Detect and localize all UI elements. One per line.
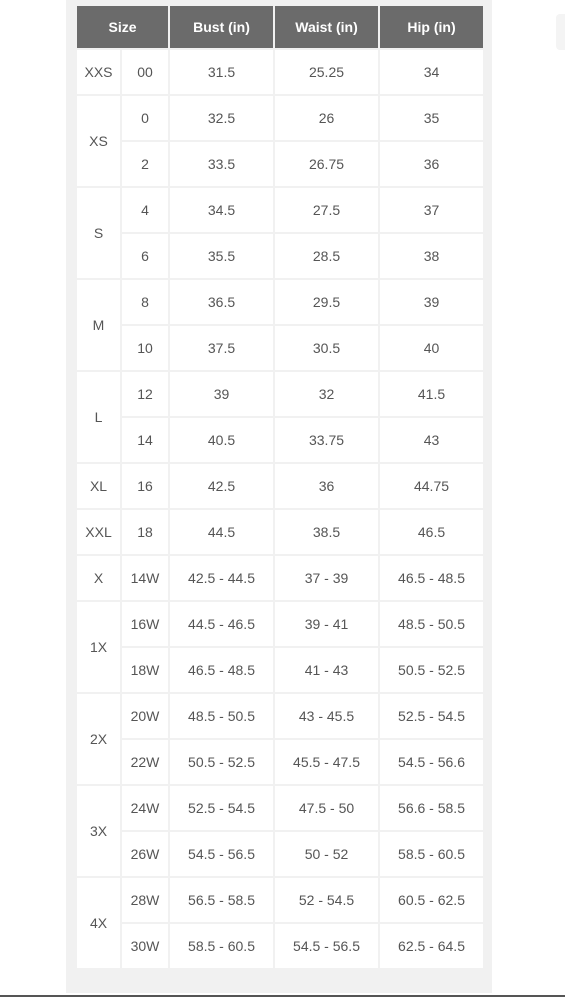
waist-cell: 43 - 45.5 — [275, 694, 378, 738]
hip-cell: 48.5 - 50.5 — [380, 602, 483, 646]
waist-cell: 28.5 — [275, 234, 378, 278]
hip-cell: 41.5 — [380, 372, 483, 416]
bust-cell: 44.5 - 46.5 — [170, 602, 273, 646]
size-number-cell: 18 — [122, 510, 168, 554]
size-number-cell: 22W — [122, 740, 168, 784]
size-label-cell: XS — [77, 96, 120, 186]
size-chart — [75, 4, 483, 970]
waist-cell: 25.25 — [275, 50, 378, 94]
table-row — [77, 372, 483, 416]
table-row — [77, 602, 483, 646]
bust-cell: 52.5 - 54.5 — [170, 786, 273, 830]
hip-cell: 34 — [380, 50, 483, 94]
bust-cell: 32.5 — [170, 96, 273, 140]
size-number-cell: 28W — [122, 878, 168, 922]
table-row — [77, 234, 483, 278]
header-waist: Waist (in) — [275, 6, 378, 48]
waist-cell: 50 - 52 — [275, 832, 378, 876]
hip-cell: 52.5 - 54.5 — [380, 694, 483, 738]
size-label-cell: XL — [77, 464, 120, 508]
hip-cell: 46.5 — [380, 510, 483, 554]
size-number-cell: 24W — [122, 786, 168, 830]
size-number-cell: 30W — [122, 924, 168, 968]
table-row — [77, 648, 483, 692]
size-label-cell: M — [77, 280, 120, 370]
waist-cell: 26 — [275, 96, 378, 140]
table-row — [77, 142, 483, 186]
bust-cell: 34.5 — [170, 188, 273, 232]
table-row — [77, 786, 483, 830]
bust-cell: 50.5 - 52.5 — [170, 740, 273, 784]
hip-cell: 46.5 - 48.5 — [380, 556, 483, 600]
size-number-cell: 2 — [122, 142, 168, 186]
waist-cell: 33.75 — [275, 418, 378, 462]
size-label-cell: X — [77, 556, 120, 600]
bust-cell: 42.5 — [170, 464, 273, 508]
waist-cell: 29.5 — [275, 280, 378, 324]
size-label-cell: 3X — [77, 786, 120, 876]
size-number-cell: 10 — [122, 326, 168, 370]
table-row — [77, 326, 483, 370]
table-row — [77, 694, 483, 738]
bust-cell: 42.5 - 44.5 — [170, 556, 273, 600]
size-number-cell: 6 — [122, 234, 168, 278]
size-number-cell: 12 — [122, 372, 168, 416]
bust-cell: 48.5 - 50.5 — [170, 694, 273, 738]
hip-cell: 38 — [380, 234, 483, 278]
waist-cell: 32 — [275, 372, 378, 416]
table-row — [77, 740, 483, 784]
header-size: Size — [77, 6, 168, 48]
size-label-cell: XXL — [77, 510, 120, 554]
hip-cell: 35 — [380, 96, 483, 140]
waist-cell: 30.5 — [275, 326, 378, 370]
size-label-cell: 4X — [77, 878, 120, 968]
bust-cell: 56.5 - 58.5 — [170, 878, 273, 922]
hip-cell: 40 — [380, 326, 483, 370]
bust-cell: 33.5 — [170, 142, 273, 186]
size-label-cell: 2X — [77, 694, 120, 784]
size-label-cell: L — [77, 372, 120, 462]
size-chart-table — [75, 4, 485, 970]
waist-cell: 52 - 54.5 — [275, 878, 378, 922]
bust-cell: 31.5 — [170, 50, 273, 94]
edge-mark — [556, 14, 565, 50]
header-bust: Bust (in) — [170, 6, 273, 48]
hip-cell: 62.5 - 64.5 — [380, 924, 483, 968]
table-row — [77, 50, 483, 94]
size-number-cell: 0 — [122, 96, 168, 140]
waist-cell: 39 - 41 — [275, 602, 378, 646]
size-number-cell: 14 — [122, 418, 168, 462]
hip-cell: 36 — [380, 142, 483, 186]
table-row — [77, 280, 483, 324]
size-number-cell: 26W — [122, 832, 168, 876]
bust-cell: 40.5 — [170, 418, 273, 462]
bust-cell: 58.5 - 60.5 — [170, 924, 273, 968]
table-row — [77, 878, 483, 922]
size-number-cell: 00 — [122, 50, 168, 94]
hip-cell: 37 — [380, 188, 483, 232]
size-number-cell: 16 — [122, 464, 168, 508]
hip-cell: 54.5 - 56.6 — [380, 740, 483, 784]
waist-cell: 36 — [275, 464, 378, 508]
size-label-cell: S — [77, 188, 120, 278]
bust-cell: 39 — [170, 372, 273, 416]
hip-cell: 50.5 - 52.5 — [380, 648, 483, 692]
waist-cell: 45.5 - 47.5 — [275, 740, 378, 784]
hip-cell: 43 — [380, 418, 483, 462]
waist-cell: 54.5 - 56.5 — [275, 924, 378, 968]
waist-cell: 41 - 43 — [275, 648, 378, 692]
hip-cell: 39 — [380, 280, 483, 324]
waist-cell: 37 - 39 — [275, 556, 378, 600]
bust-cell: 44.5 — [170, 510, 273, 554]
hip-cell: 56.6 - 58.5 — [380, 786, 483, 830]
table-row — [77, 832, 483, 876]
bust-cell: 37.5 — [170, 326, 273, 370]
table-row — [77, 188, 483, 232]
waist-cell: 26.75 — [275, 142, 378, 186]
size-number-cell: 16W — [122, 602, 168, 646]
header-hip: Hip (in) — [380, 6, 483, 48]
header-row — [77, 6, 483, 48]
waist-cell: 47.5 - 50 — [275, 786, 378, 830]
table-row — [77, 510, 483, 554]
table-row — [77, 96, 483, 140]
bottom-divider — [0, 995, 565, 997]
bust-cell: 54.5 - 56.5 — [170, 832, 273, 876]
table-body — [77, 50, 483, 968]
size-number-cell: 4 — [122, 188, 168, 232]
bust-cell: 35.5 — [170, 234, 273, 278]
hip-cell: 44.75 — [380, 464, 483, 508]
size-label-cell: XXS — [77, 50, 120, 94]
waist-cell: 38.5 — [275, 510, 378, 554]
bust-cell: 46.5 - 48.5 — [170, 648, 273, 692]
size-number-cell: 20W — [122, 694, 168, 738]
waist-cell: 27.5 — [275, 188, 378, 232]
size-label-cell: 1X — [77, 602, 120, 692]
hip-cell: 60.5 - 62.5 — [380, 878, 483, 922]
table-row — [77, 924, 483, 968]
bust-cell: 36.5 — [170, 280, 273, 324]
table-row — [77, 464, 483, 508]
table-row — [77, 556, 483, 600]
size-number-cell: 8 — [122, 280, 168, 324]
table-row — [77, 418, 483, 462]
hip-cell: 58.5 - 60.5 — [380, 832, 483, 876]
size-number-cell: 18W — [122, 648, 168, 692]
size-number-cell: 14W — [122, 556, 168, 600]
